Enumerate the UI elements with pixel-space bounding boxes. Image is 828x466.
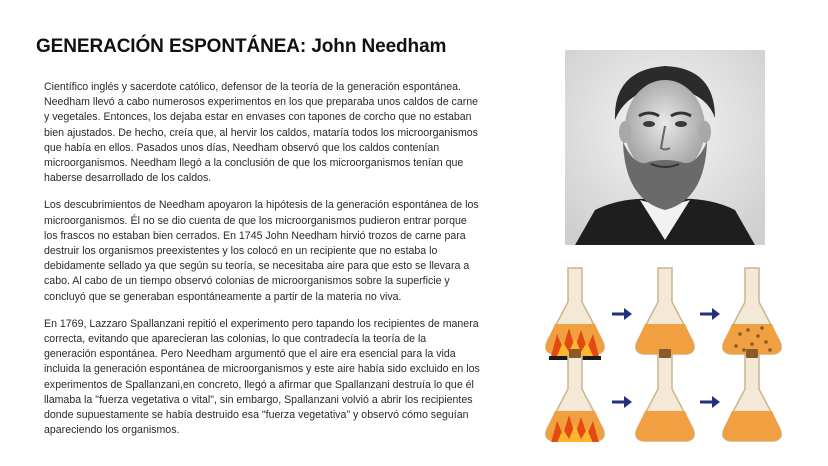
paragraph-2: Los descubrimientos de Needham apoyaron la hipótesis de la generación espontánea de los microorganismos. Él no se dio cuenta de que los microorganismos pudieron entrar porque los frascos no estaban bien cerrados. En 1745 John Needham hirvió trozos de carne para destruir los organismos preexistentes y los colocó en un recipiente que no estaba lo debidamente sellado ya que según su teoría, se necesitaba aire para que esto se llevara a cabo. Al cabo de un tiempo observó colonias de microorganismos sobre la superficie y concluyó que se generaban espontáneamente a partir de la materia no viva.: [44, 199, 479, 303]
paragraph-1: Científico inglés y sacerdote católico, defensor de la teoría de la generación espontánea. Needham llevó a cabo numerosos experimentos en los que preparaba unos caldos de carne y vegetales. Entonces, los dejaba estar en envases con tapones de corcho que no estaban bien ajustados. De hecho, creía que, al hervir los caldos, mataría todos los microorganismos que había en ellos. Pasados unos días, Needham observó que los caldos contenían microorganismos. Needham llegó a la conclusión de que los microorganismos tenían que haberse desarrollado de los caldos.: [44, 81, 479, 185]
arrow-top-1: [612, 308, 632, 320]
portrait-image: [565, 50, 765, 245]
experiment-illustration: [540, 262, 790, 442]
body-text: [44, 80, 480, 450]
page-title: GENERACIÓN ESPONTÁNEA: John Needham: [36, 36, 447, 57]
flask-bottom-3: [723, 349, 781, 441]
flask-bottom-1: [546, 349, 604, 442]
flask-top-2: [636, 268, 694, 354]
flask-top-3: [723, 268, 781, 354]
arrow-bottom-2: [700, 396, 720, 408]
flask-top-1: [546, 268, 604, 360]
paragraph-3: En 1769, Lazzaro Spallanzani repitió el experimento pero tapando los recipientes de manera correcta, evitando que aparecieran las colonias, lo que contradecía la teoría de la generación espontánea. Pero Needham argumentó que el aire era esencial para la vida incluida la generación espontánea de microorganismos y este aire había sido excluido en los experimentos de Spallanzani,en concreto, llegó a afirmar que Spallanzani destruía lo que él llamaba la "fuerza vegetativa o vital", sin embargo, Spallanzani volvió a abrir los recipientes donde supuestamente se había destruido esa "fuerza vegetativa" y observó cómo seguían apareciendo los organismos.: [44, 317, 480, 437]
flask-bottom-2: [636, 349, 694, 441]
arrow-bottom-1: [612, 396, 632, 408]
experiment-drawing: [540, 262, 790, 442]
arrow-top-2: [700, 308, 720, 320]
portrait-drawing: [565, 50, 765, 245]
